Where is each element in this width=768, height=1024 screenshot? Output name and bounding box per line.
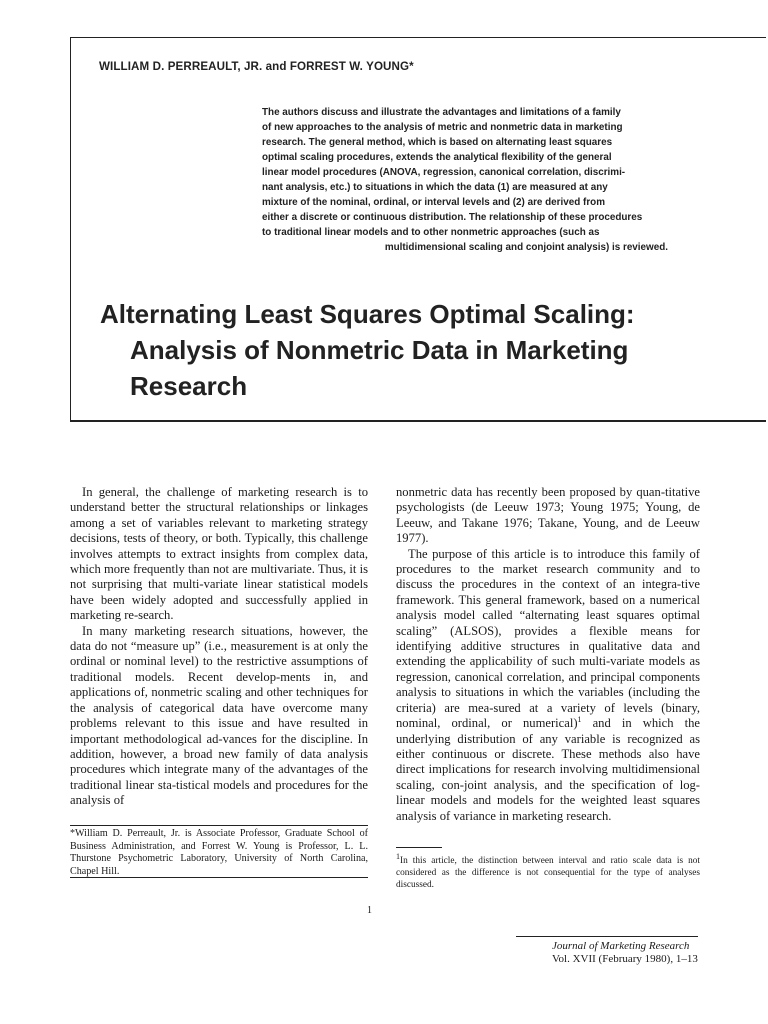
- title-line-2: Analysis of Nonmetric Data in Marketing: [130, 335, 629, 365]
- footnote-text: In this article, the distinction between interval and ratio scale data is not considered as the difference is not consequential for the type of analyses discussed.: [396, 856, 700, 891]
- title-line-1: Alternating Least Squares Optimal Scaling:: [100, 299, 635, 329]
- footnote-rule-right: [396, 847, 442, 848]
- paragraph-text: The purpose of this article is to introduce this family of procedures to the market research community and to discuss the procedures in the context of an integra-tive framework. This general framework, based on a numerical analysis model called “alternating least squares optimal scaling” (ALSOS), provides a flexible means for identifying additive structures in qualitative data and extending the applicability of such multi-variate models as regression, canonical correlation, and principal components analysis to situations in which the variables (including the criteria) are mea-sured at a variety of levels (binary, nominal, ordinal, or numerical): [396, 546, 700, 731]
- footnote-marker: 1: [577, 714, 582, 724]
- page-number: 1: [367, 905, 372, 916]
- abstract-line: of new approaches to the analysis of metric and nonmetric data in marketing: [262, 122, 623, 133]
- paragraph: In many marketing research situations, however, the data do not “measure up” (i.e., measurement is at only the ordinal or nominal level) to the restrictive assumptions of traditional models. Recent develop-ments in, and applications of, nonmetric scaling and other techniques for the analysis of categorical data have overcome many problems relevant to this issue and have resulted in important methodological ad-vances for the discipline. In addition, however, a broad new family of data analysis procedures which integrate many of the advantages of the traditional linear sta-tistical models and procedures for the analysis of: [70, 623, 368, 808]
- paragraph: nonmetric data has recently been proposed by quan-titative psychologists (de Leeuw 1973; Young 1975; Young, de Leeuw, and Takane 1976; Takane, Young, and de Leeuw 1977).: [396, 485, 700, 546]
- footnote-rule-bottom: [70, 877, 368, 878]
- journal-citation: [552, 940, 698, 966]
- abstract-line: either a discrete or continuous distribution. The relationship of these procedures: [262, 212, 643, 223]
- body-column-right: [396, 485, 700, 824]
- abstract-line: The authors discuss and illustrate the advantages and limitations of a family: [262, 107, 621, 118]
- paragraph: [396, 547, 700, 824]
- abstract-line: linear model procedures (ANOVA, regression, canonical correlation, discrimi-: [262, 167, 626, 178]
- journal-volume: Vol. XVII (February 1980), 1–13: [552, 953, 698, 965]
- journal-rule: [516, 936, 698, 937]
- paragraph: In general, the challenge of marketing research is to understand better the structural relationships or linkages among a set of variables relevant to marketing strategy decisions, tests of theory, or both. Typically, this challenge involves attempts to extract insights from complex data, which more frequently than not are multivariate. Thus, it is not surprising that multi-variate linear statistical models have been widely adopted and successfully applied in marketing re-search.: [70, 485, 368, 623]
- abstract-line: mixture of the nominal, ordinal, or interval levels and (2) are derived from: [262, 197, 605, 208]
- footnote-1: [396, 851, 700, 892]
- abstract-line: to traditional linear models and to other nonmetric approaches (such as: [262, 227, 600, 238]
- abstract-line: optimal scaling procedures, extends the analytical flexibility of the general: [262, 152, 612, 163]
- authors-line: WILLIAM D. PERREAULT, JR. and FORREST W. YOUNG*: [99, 60, 414, 73]
- article-title: [100, 296, 750, 404]
- abstract-line: nant analysis, etc.) to situations in which the data (1) are measured at any: [262, 182, 608, 193]
- footnote-marker: 1: [396, 851, 400, 861]
- abstract: [262, 105, 668, 255]
- title-line-3: Research: [130, 371, 248, 401]
- author-footnote: *William D. Perreault, Jr. is Associate Professor, Graduate School of Business Administration, and Forrest W. Young is Professor, L. L. Thurstone Psychometric Laboratory, University of North Carolina, Chapel Hill.: [70, 828, 368, 877]
- abstract-line: multidimensional scaling and conjoint analysis) is reviewed.: [384, 242, 668, 253]
- paragraph-text: and in which the underlying distribution of any variable is recognized as either continuous or discrete. These methods also have direct implications for research involving multidimensional scaling, con-joint analysis, and the specification of log-linear models and models for the weighted least squares analysis of variance in marketing research.: [396, 716, 700, 823]
- journal-name: Journal of Marketing Research: [552, 940, 690, 952]
- abstract-line: research. The general method, which is based on alternating least squares: [262, 137, 613, 148]
- body-column-left: [70, 485, 368, 809]
- footnote-rule-top: [70, 825, 368, 826]
